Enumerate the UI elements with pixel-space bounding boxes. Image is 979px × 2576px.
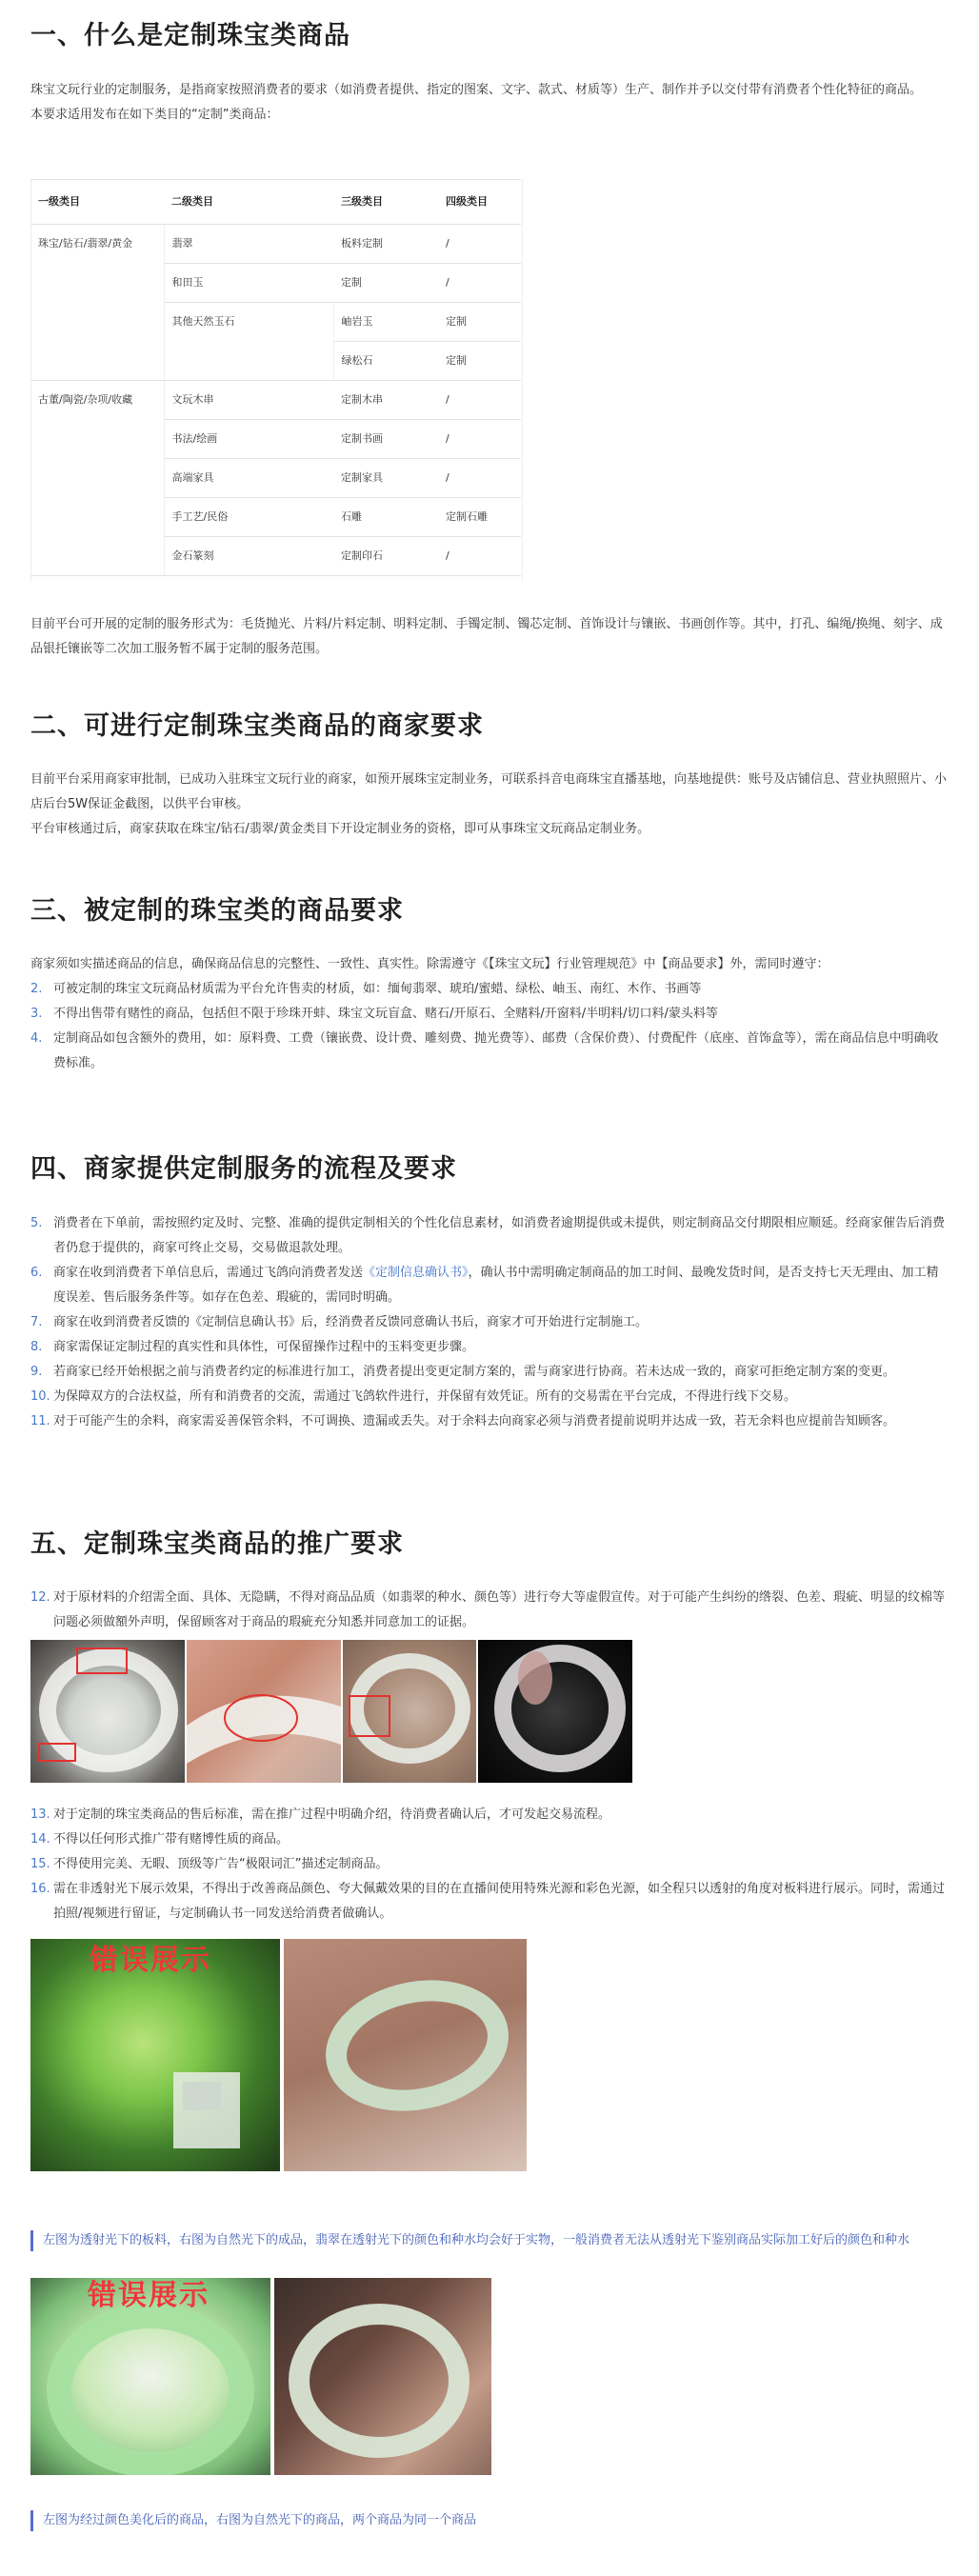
table-header-cell: 一级类目	[30, 180, 164, 225]
caption-color-beautified: 左图为经过颜色美化后的商品，右图为自然光下的商品，两个商品为同一个商品	[30, 2510, 961, 2531]
table-cell: /	[438, 420, 521, 459]
section4-heading: 四、商家提供定制服务的流程及要求	[30, 1154, 457, 1184]
table-cell: 金石篆刻	[164, 537, 333, 576]
section2-paragraph: 目前平台采用商家审批制，已成功入驻珠宝文玩行业的商家，如预开展珠宝定制业务，可联系抖音电商珠宝直播基地，向基地提供：账号及店铺信息、营业执照照片、小店后台5W保证金截图，以供平台审核。	[30, 772, 948, 811]
list-item-text: 消费者在下单前，需按照约定及时、完整、准确的提供定制相关的个性化信息素材，如消费者逾期提供或未提供，则定制商品交付期限相应顺延。经商家催告后消费者仍怠于提供的，商家可终止交易，交易做退款处理。	[53, 1216, 946, 1255]
list-item-number: 14.	[30, 1832, 50, 1847]
list-item-text: ，确认书中需明确定制商品的加工时间、最晚发货时间，是否支持七天无理由、加工精度误差、售后服务条件等。如存在色差、瑕疵的，需同时明确。	[53, 1266, 939, 1305]
confirmation-doc-link[interactable]: 《定制信息确认书》	[363, 1266, 469, 1280]
flaw-marker	[76, 1647, 128, 1674]
table-cell: /	[438, 264, 521, 303]
table-cell: /	[438, 459, 521, 498]
list-item-number: 2.	[30, 982, 43, 996]
table-cell: 手工艺/民俗	[164, 498, 333, 537]
list-item-number: 4.	[30, 1031, 43, 1046]
list-item-number: 15.	[30, 1857, 50, 1871]
table-cell: 高端家具	[164, 459, 333, 498]
caption-transmitted-light: 左图为透射光下的板料，右图为自然光下的成品，翡翠在透射光下的颜色和种水均会好于实物，一般消费者无法从透射光下鉴别商品实际加工好后的颜色和种水	[30, 2230, 961, 2251]
table-cell: 书法/绘画	[164, 420, 333, 459]
list-item-text: 对于原材料的介绍需全面、具体、无隐瞒，不得对商品品质（如翡翠的种水、颜色等）进行夸大等虚假宣传。对于可能产生纠纷的绺裂、色差、瑕疵、明显的纹棉等问题必须做額外声明，保留顾客对于商品的瑕疵充分知悉并同意加工的证据。	[53, 1590, 946, 1629]
list-item	[30, 1852, 949, 1877]
section3-paragraph: 商家须如实描述商品的信息，确保商品信息的完整性、一致性、真实性。除需遵守《【珠宝文玩】行业管理规范》中【商品要求】外，需同时遵守：	[30, 957, 829, 971]
list-item-text: 对于可能产生的余料，商家需妥善保管余料，不可调换、遗漏或丢失。对于余料去向商家必须与消费者提前说明并达成一致，若无余料也应提前告知顾客。	[53, 1414, 896, 1428]
flaw-marker	[38, 1743, 76, 1762]
beautified-bangle-photo	[30, 2278, 270, 2475]
finished-bangle-photo	[284, 1939, 527, 2171]
section5-item12	[30, 1586, 949, 1635]
bangle-crack-photo	[187, 1640, 341, 1783]
list-item	[30, 1335, 949, 1360]
section2-body	[30, 768, 949, 842]
table-row	[30, 225, 521, 264]
table-cell-level1: 古董/陶瓷/杂项/收藏	[30, 381, 164, 576]
table-header-cell: 四级类目	[438, 180, 521, 225]
list-item	[30, 1877, 949, 1927]
list-item-text: 商家在收到消费者下单信息后，需通过飞鸽向消费者发送	[53, 1266, 364, 1280]
bangle-dark-photo	[478, 1640, 632, 1783]
table-cell: /	[438, 381, 521, 420]
lighting-image-row-1	[30, 1939, 527, 2171]
category-table	[30, 179, 521, 576]
list-item-number: 7.	[30, 1315, 43, 1329]
list-item	[30, 1310, 949, 1335]
table-row	[30, 381, 521, 420]
list-item-text: 不得出售带有赌性的商品，包括但不限于珍珠开蚌、珠宝文玩盲盒、赌石/开原石、全赌料/开窗料/半明料/切口料/蒙头料等	[53, 1007, 718, 1021]
table-cell: 板料定制	[333, 225, 438, 264]
bangle-shape	[478, 1640, 632, 1783]
list-item-number: 5.	[30, 1216, 43, 1230]
list-item	[30, 1002, 949, 1027]
list-item	[30, 1827, 949, 1852]
list-item-text: 可被定制的珠宝文玩商品材质需为平台允许售卖的材质，如：缅甸翡翠、琥珀/蜜蜡、绿松、岫玉、南红、木作、书画等	[53, 982, 702, 996]
list-item-text: 为保障双方的合法权益，所有和消费者的交流，需通过飞鸽软件进行，并保留有效凭证。所有的交易需在平台完成，不得进行线下交易。	[53, 1389, 797, 1404]
table-cell: 文玩木串	[164, 381, 333, 420]
list-item	[30, 1027, 949, 1076]
flaw-marker	[349, 1695, 390, 1737]
list-item-number: 8.	[30, 1340, 43, 1354]
list-item-number: 12.	[30, 1590, 50, 1605]
list-item-number: 6.	[30, 1266, 43, 1280]
bangle-shape	[284, 1939, 527, 2171]
table-cell: 和田玉	[164, 264, 333, 303]
table-header-cell: 二级类目	[164, 180, 333, 225]
list-item-text: 商家需保证定制过程的真实性和具体性，可保留操作过程中的玉料变更步骤。	[53, 1340, 475, 1354]
section2-heading: 二、可进行定制珠宝类商品的商家要求	[30, 711, 484, 741]
table-cell: 翡翠	[164, 225, 333, 264]
section1-intro	[30, 78, 949, 128]
list-item-number: 13.	[30, 1807, 50, 1822]
list-item-number: 3.	[30, 1007, 43, 1021]
section3-list	[30, 977, 949, 1076]
list-item-number: 10.	[30, 1389, 50, 1404]
table-cell: 定制木串	[333, 381, 438, 420]
lighting-image-row-2	[30, 2278, 491, 2475]
table-cell: 定制	[333, 264, 438, 303]
list-item	[30, 1586, 949, 1635]
table-cell: /	[438, 225, 521, 264]
bangle-flaw-photo	[30, 1640, 185, 1783]
list-item-text: 不得使用完美、无暇、顶级等广告“极限词汇”描述定制商品。	[53, 1857, 389, 1871]
list-item-text: 需在非透射光下展示效果，不得出于改善商品颜色、夸大佩戴效果的目的在直播间使用特殊光源和彩色光源，如全程只以透射的角度对板料进行展示。同时，需通过拍照/视频进行留证，与定制确认书一同发送给消费者做确认。	[53, 1882, 946, 1921]
section3-body	[30, 952, 949, 1076]
natural-bangle-photo	[274, 2278, 491, 2475]
list-item	[30, 1803, 949, 1827]
list-item	[30, 1261, 949, 1310]
bangle-hand-photo	[343, 1640, 476, 1783]
list-item-text: 若商家已经开始根据之前与消费者约定的标准进行加工，消费者提出变更定制方案的，需与商家进行协商。若未达成一致的，商家可拒绝定制方案的变更。	[53, 1365, 896, 1379]
section1-scope-paragraph: 本要求适用发布在如下类目的“定制”类商品：	[30, 108, 279, 122]
table-cell: 定制石雕	[438, 498, 521, 537]
wrong-display-label: 错误展示	[88, 2279, 210, 2312]
list-item-number: 16.	[30, 1882, 50, 1896]
list-item	[30, 1211, 949, 1261]
wrong-display-label: 错误展示	[90, 1944, 211, 1977]
section2-paragraph: 平台审核通过后，商家获取在珠宝/钻石/翡翠/黄金类目下开设定制业务的资格，即可从事珠宝文玩商品定制业务。	[30, 822, 650, 836]
section1-heading: 一、什么是定制珠宝类商品	[30, 21, 350, 50]
translucent-slab-photo	[30, 1939, 280, 2171]
list-item	[30, 1409, 949, 1434]
list-item-text: 不得以任何形式推广带有赌博性质的商品。	[53, 1832, 290, 1847]
list-item-text: 商家在收到消费者反馈的《定制信息确认书》后，经消费者反馈同意确认书后，商家才可开始进行定制施工。	[53, 1315, 649, 1329]
table-header-cell: 三级类目	[333, 180, 438, 225]
table-cell: 石雕	[333, 498, 438, 537]
list-item	[30, 1360, 949, 1385]
section5-heading: 五、定制珠宝类商品的推广要求	[30, 1529, 404, 1559]
list-item-number: 11.	[30, 1414, 50, 1428]
section4-list	[30, 1211, 949, 1434]
table-cell: 定制印石	[333, 537, 438, 576]
table-cell: 定制家具	[333, 459, 438, 498]
list-item	[30, 1385, 949, 1409]
table-cell: 定制	[438, 342, 521, 381]
table-cell: 绿松石	[333, 342, 438, 381]
bangle-image-row	[30, 1640, 632, 1783]
table-header-row	[30, 180, 521, 225]
list-item	[30, 977, 949, 1002]
table-cell-level2: 其他天然玉石	[164, 303, 333, 381]
list-item-number: 9.	[30, 1365, 43, 1379]
table-cell: 岫岩玉	[333, 303, 438, 342]
section5-body	[30, 1803, 949, 1927]
bangle-shape	[274, 2278, 491, 2475]
table-cell-level1: 珠宝/钻石/翡翠/黄金	[30, 225, 164, 381]
section4-body	[30, 1211, 949, 1434]
list-item-text: 定制商品如包含额外的费用，如：原料费、工费（镶嵌费、设计费、雕刻费、抛光费等）、邮费（含保价费）、付费配件（底座、首饰盒等），需在商品信息中明确收费标准。	[53, 1031, 939, 1070]
table-cell: 定制书画	[333, 420, 438, 459]
service-scope-note: 目前平台可开展的定制的服务形式为：毛货抛光、片料/片料定制、明料定制、手镯定制、镯芯定制、首饰设计与镶嵌、书画创作等。其中，打孔、编绳/换绳、刻字、成品银托镶嵌等二次加工服务暂不属于定制的服务范围。	[30, 617, 943, 656]
section1-intro-paragraph: 珠宝文玩行业的定制服务，是指商家按照消费者的要求（如消费者提供、指定的图案、文字、款式、材质等）生产、制作并予以交付带有消费者个性化特征的商品。	[30, 83, 923, 97]
list-item-text: 对于定制的珠宝类商品的售后标准，需在推广过程中明确介绍，待消费者确认后，才可发起交易流程。	[53, 1807, 611, 1822]
section5-list-b	[30, 1803, 949, 1927]
table-cell: /	[438, 537, 521, 576]
section3-heading: 三、被定制的珠宝类的商品要求	[30, 896, 404, 926]
section5-list-a	[30, 1586, 949, 1635]
flaw-marker	[187, 1640, 341, 1783]
table-cell: 定制	[438, 303, 521, 342]
